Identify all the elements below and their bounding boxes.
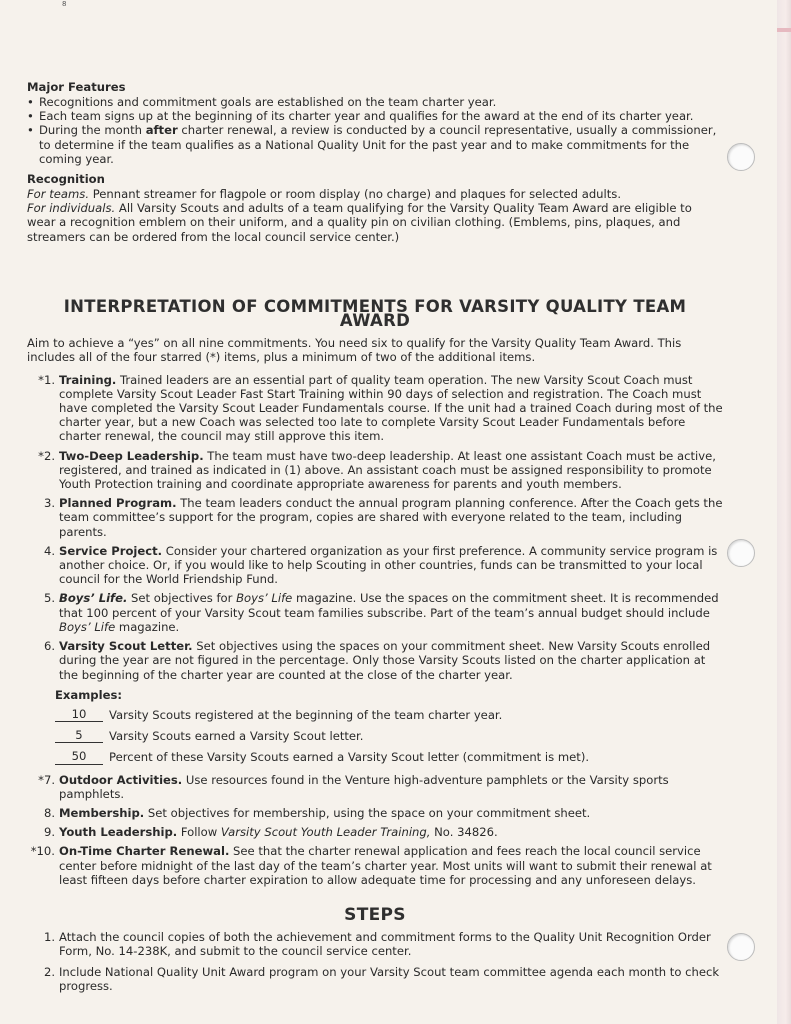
- example-text: Varsity Scouts registered at the beginning of the team charter year.: [109, 707, 503, 722]
- commitment-number: 9.: [43, 825, 55, 840]
- recognition-teams: For teams. Pennant streamer for flagpole or room display (no charge) and plaques for selected adults.: [27, 187, 622, 202]
- recognition-individuals: For individuals. All Varsity Scouts and adults of a team qualifying for the Varsity Quality Team Award are eligible to wear a recognition emblem on their uniform, and a quality pin on civilian clothing. (Emblems, pins, plaques, and streamers can be ordered from the local council service center.): [27, 201, 692, 244]
- step-item: [27, 930, 723, 958]
- step-text: Attach the council copies of both the achievement and commitment forms to the Quality Unit Recognition Order Form, No. 14-238K, and submit to the council service center.: [59, 930, 711, 959]
- major-features-list: [27, 95, 723, 166]
- commitment-text: Service Project. Consider your chartered organization as your first preference. A community service program is another choice. Or, if you would like to help Scouting in other countries, funds can be transmitted to your local council for the World Friendship Fund.: [59, 543, 718, 587]
- commitment-text: Training. Trained leaders are an essential part of quality team operation. The new Varsity Scout Coach must complete Varsity Scout Leader Fast Start Training within 90 days of selection and registration. The Coach must have completed the Varsity Scout Leader Fundamentals course. If the unit had a trained Coach during most of the charter year, but a new Coach was selected too late to complete Varsity Scout Leader Fundamentals before charter renewal, the council may still approve this item.: [59, 372, 723, 444]
- commitment-item: [27, 773, 723, 801]
- example-row: [55, 728, 723, 743]
- commitment-item: [27, 844, 723, 887]
- commitment-list: [27, 373, 723, 682]
- step-number: 1.: [43, 930, 55, 945]
- example-row: [55, 707, 723, 722]
- commitment-item: [27, 591, 723, 634]
- commitment-item: [27, 449, 723, 492]
- commitment-text: Membership. Set objectives for membership, using the space on your commitment sheet.: [59, 805, 591, 820]
- major-features-section: [27, 80, 723, 166]
- commitment-text: Two-Deep Leadership. The team must have two-deep leadership. At least one assistant Coach must be active, registered, and trained as indicated in (1) above. An assistant coach must be assigned responsibility to promote Youth Protection training and coordinate appropriate awareness for parents and youth members.: [59, 448, 716, 492]
- commitment-number: 4.: [43, 543, 55, 558]
- punch-hole: [727, 933, 755, 961]
- punch-hole: [727, 143, 755, 171]
- commitment-text: Planned Program. The team leaders conduct the annual program planning conference. After the Coach gets the team committee’s support for the program, copies are shared with everyone related to the team, including parents.: [59, 496, 723, 539]
- commitment-number: *7.: [38, 772, 55, 787]
- example-value: 5: [55, 728, 103, 743]
- page-edge: [777, 0, 791, 1024]
- commitment-text: Youth Leadership. Follow Varsity Scout Youth Leader Training, No. 34826.: [59, 825, 498, 840]
- examples-heading: Examples:: [55, 687, 122, 702]
- step-number: 2.: [43, 964, 55, 979]
- steps-title: STEPS: [344, 904, 406, 925]
- document-body: [27, 80, 723, 999]
- commitment-number: *1.: [38, 372, 55, 387]
- feature-item: • During the month after charter renewal, a review is conducted by a council representative, usually a commissioner, to determine if the team qualifies as a National Quality Unit for the past year and to make commitments for the coming year.: [27, 123, 723, 166]
- recognition-heading: Recognition: [27, 172, 105, 187]
- commitment-number: 8.: [43, 805, 55, 820]
- interpretation-section: [27, 296, 723, 887]
- examples-list: [27, 707, 723, 765]
- punch-hole: [727, 539, 755, 567]
- commitment-list-continued: [27, 773, 723, 887]
- commitment-item: [27, 825, 723, 839]
- commitment-item: [27, 373, 723, 444]
- steps-section: [27, 904, 723, 993]
- commitment-item: [27, 806, 723, 820]
- commitment-text: On-Time Charter Renewal. See that the charter renewal application and fees reach the local council service center before midnight of the last day of the team’s charter year. Most units will want to submit their renewal at least fifteen days before charter expiration to allow adequate time for processing and any unforeseen delays.: [59, 844, 712, 887]
- example-row: [55, 749, 723, 764]
- commitment-number: *10.: [30, 844, 55, 859]
- page-mark: 8: [62, 0, 67, 8]
- commitment-text: Boys’ Life. Set objectives for Boys’ Life magazine. Use the spaces on the commitment sheet. It is recommended that 100 percent of your Varsity Scout team families subscribe. Part of the team’s annual budget should include Boys’ Life magazine.: [59, 591, 719, 634]
- recognition-section: [27, 172, 723, 244]
- example-value: 10: [55, 707, 103, 722]
- feature-item: • Recognitions and commitment goals are established on the team charter year.: [27, 95, 723, 109]
- example-text: Varsity Scouts earned a Varsity Scout letter.: [109, 729, 364, 744]
- commitment-text: Varsity Scout Letter. Set objectives using the spaces on your commitment sheet. New Varsity Scouts enrolled during the year are not figured in the percentage. Only those Varsity Scouts listed on the charter application at the beginning of the charter year are counted at the close of the charter year.: [59, 639, 711, 682]
- example-text: Percent of these Varsity Scouts earned a Varsity Scout letter (commitment is met).: [109, 750, 590, 765]
- step-text: Include National Quality Unit Award program on your Varsity Scout team committee agenda each month to check progress.: [59, 964, 720, 993]
- commitment-number: 3.: [43, 496, 55, 511]
- commitment-number: *2.: [38, 448, 55, 463]
- step-item: [27, 965, 723, 993]
- feature-item: • Each team signs up at the beginning of its charter year and qualifies for the award at the end of its charter year.: [27, 109, 723, 123]
- interpretation-title: INTERPRETATION OF COMMITMENTS FOR VARSITY QUALITY TEAM AWARD: [63, 296, 687, 331]
- page-edge-stripe: [777, 28, 791, 32]
- interpretation-intro: Aim to achieve a “yes” on all nine commitments. You need six to qualify for the Varsity Quality Team Award. This includes all of the four starred (*) items, plus a minimum of two of the additional items.: [27, 336, 682, 365]
- commitment-number: 6.: [43, 639, 55, 654]
- commitment-item: [27, 544, 723, 587]
- commitment-item: [27, 639, 723, 682]
- major-features-heading: Major Features: [27, 80, 126, 94]
- commitment-item: [27, 496, 723, 539]
- steps-list: [27, 930, 723, 993]
- example-value: 50: [55, 749, 103, 764]
- commitment-text: Outdoor Activities. Use resources found in the Venture high-adventure pamphlets or the Varsity sports pamphlets.: [59, 772, 669, 801]
- commitment-number: 5.: [43, 591, 55, 606]
